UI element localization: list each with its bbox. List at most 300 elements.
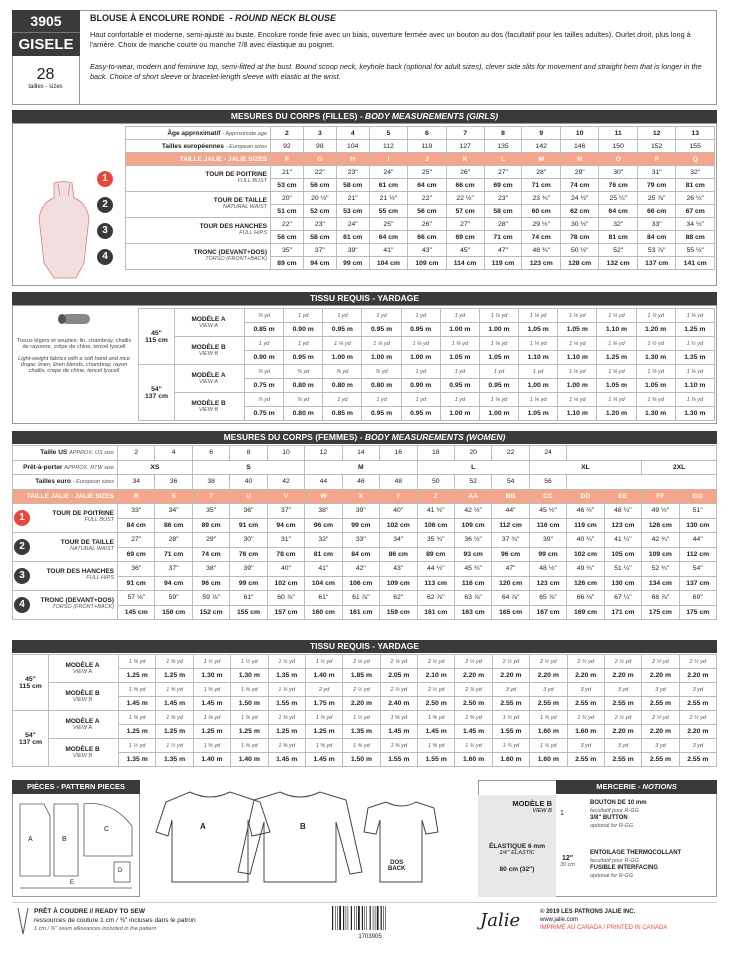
jalie-size-cell: M (522, 153, 560, 166)
measure-cm-cell: 155 cm (230, 605, 267, 620)
measure-cm-cell: 161 cm (342, 605, 379, 620)
yardage-yd-cell: 1 ⅝ yd (231, 683, 268, 697)
euro-size-cell: 56 (529, 475, 566, 490)
measure-cm-cell: 134 cm (642, 576, 679, 591)
yardage-m-cell: 2.55 m (679, 753, 716, 767)
girls-title-bar: MESURES DU CORPS (FILLES) - BODY MEASUREMENTS (GIRLS) (12, 110, 717, 123)
measure-cm-cell: 141 cm (676, 257, 715, 270)
women-table (12, 445, 717, 620)
measure-in-cell: 35" (271, 244, 304, 257)
yardage-m-cell: 1.45 m (193, 697, 230, 711)
jalie-size-cell: P (637, 153, 675, 166)
yardage-yd-cell: 2 ½ yd (642, 655, 679, 669)
measure-in-cell: 46 ½" (567, 504, 604, 519)
piece-b-label: B (62, 836, 67, 843)
measure-cm-cell: 89 cm (271, 257, 304, 270)
yardage-m-cell: 1.55 m (492, 725, 529, 739)
rtw-size-cell: S (192, 460, 304, 475)
yardage-m-cell: 1.00 m (362, 351, 401, 365)
measure-cm-cell: 106 cm (342, 576, 379, 591)
measure-cm-cell: 81 cm (676, 179, 715, 192)
yardage-m-cell: 1.10 m (519, 351, 558, 365)
yardage-m-cell: 0.90 m (284, 323, 323, 337)
measure-cm-cell: 91 cm (118, 576, 155, 591)
us-size-cell: 10 (267, 446, 304, 461)
yardage-m-cell: 2.20 m (492, 669, 529, 683)
measure-in-cell: 24 ½" (560, 192, 598, 205)
yardage-yd-cell: 1 ¾ yd (530, 739, 567, 753)
eu-size-cell: 104 (336, 140, 369, 153)
yardage-yd-cell: 1 ⅝ yd (156, 683, 193, 697)
measure-cm-cell: 137 cm (679, 576, 716, 591)
jalie-size-cell: G (303, 153, 336, 166)
yardage-yd-cell: 1 ⅜ yd (193, 711, 230, 725)
yardage-m-cell: 2.20 m (642, 725, 679, 739)
yardage-yd-cell: 1 ⅛ yd (479, 337, 518, 351)
measure-cm-cell: 99 cm (336, 257, 369, 270)
jalie-size-cell: W (305, 489, 342, 504)
yardage-yd-cell: 3 yd (642, 739, 679, 753)
measure-in-cell: 30 ½" (560, 218, 598, 231)
measure-cm-cell: 161 cm (417, 605, 454, 620)
measure-cm-cell: 116 cm (529, 518, 566, 533)
yardage-yd-cell: 1 ½ yd (119, 739, 156, 753)
yardage-m-cell: 2.20 m (679, 725, 716, 739)
measure-in-cell: 33" (637, 218, 675, 231)
yardage-yd-cell: 2 ⅞ yd (455, 683, 492, 697)
measure-in-cell: 61" (305, 591, 342, 606)
sketch-b-label: B (300, 822, 306, 831)
measure-cm-cell: 128 cm (560, 257, 598, 270)
width-cm: 115 cm (19, 682, 42, 690)
model-label (49, 655, 119, 683)
measure-cm-cell: 163 cm (454, 605, 491, 620)
age-cell: 2 (271, 127, 304, 140)
yardage-m-cell: 1.30 m (636, 407, 675, 421)
measure-cm-cell: 56 cm (303, 179, 336, 192)
measure-in-cell: 41 ¼" (604, 533, 641, 548)
measure-in-cell: 23" (484, 192, 522, 205)
model-label (175, 393, 245, 421)
measure-cm-cell: 119 cm (567, 518, 604, 533)
yardage-yd-cell: 1 ½ yd (305, 655, 342, 669)
measure-in-cell: 27" (118, 533, 155, 548)
yardage-yd-cell: 1 ¼ yd (558, 393, 597, 407)
yardage-yd-cell: 2 ½ yd (604, 655, 641, 669)
measure-in-cell: 38" (192, 562, 229, 577)
model-label (175, 365, 245, 393)
yardage-yd-cell: 1 ½ yd (636, 337, 675, 351)
measure-cm-cell: 93 cm (454, 547, 491, 562)
measure-in-cell: 23" (336, 166, 369, 179)
measure-cm-cell: 109 cm (380, 576, 417, 591)
yardage-yd-cell: 1 ⅝ yd (343, 739, 380, 753)
yardage-m-cell: 1.05 m (597, 379, 636, 393)
measure-in-cell: 42 ¾" (642, 533, 679, 548)
model-label (49, 683, 119, 711)
measure-in-cell: 47" (492, 562, 529, 577)
yardage-yd-cell: 2 ½ yd (380, 683, 417, 697)
sizes-count: 28 (36, 66, 55, 83)
yardage-m-cell: 1.55 m (418, 753, 455, 767)
jalie-size-label: TAILLE JALIE - JALIE SIZES (126, 153, 271, 166)
measure-in-cell: 32" (305, 533, 342, 548)
jalie-size-cell: CC (529, 489, 566, 504)
jalie-size-cell: S (155, 489, 192, 504)
us-size-cell: 14 (342, 446, 379, 461)
age-cell: 10 (560, 127, 598, 140)
euro-size-cell: 38 (192, 475, 229, 490)
measure-en: FULL BUST (237, 177, 267, 184)
measure-cm-cell: 120 cm (492, 576, 529, 591)
yardage-m-cell: 2.55 m (642, 753, 679, 767)
yardage-yd-cell: 1 ⅜ yd (156, 711, 193, 725)
eu-size-cell: 98 (303, 140, 336, 153)
width-in: 54" (25, 731, 36, 739)
measure-in-cell: 29" (192, 533, 229, 548)
jalie-size-cell: J (408, 153, 446, 166)
yardage-m-cell: 2.20 m (604, 669, 641, 683)
measure-in-cell: 34" (380, 533, 417, 548)
yardage-women-title-bar: TISSU REQUIS - YARDAGE (12, 640, 717, 653)
yardage-m-cell: 1.55 m (268, 697, 305, 711)
model-view: VIEW A (72, 725, 93, 731)
jalie-size-cell: GG (679, 489, 716, 504)
model-view: VIEW B (198, 351, 219, 357)
yardage-yd-cell: 1 yd (362, 393, 401, 407)
measure-in-cell: 40" (267, 562, 304, 577)
age-cell: 5 (369, 127, 407, 140)
measure-in-cell: 55 ½" (676, 244, 715, 257)
yardage-m-cell: 1.25 m (305, 725, 342, 739)
measure-cm-cell: 64 cm (369, 231, 407, 244)
pieces-title: PIÈCES - PATTERN PIECES (12, 780, 140, 794)
yardage-m-cell: 1.40 m (193, 753, 230, 767)
measure-cm-cell: 119 cm (484, 257, 522, 270)
header-box (12, 10, 717, 105)
yardage-m-cell: 1.20 m (597, 407, 636, 421)
euro-size-cell: 44 (305, 475, 342, 490)
measure-cm-cell: 78 cm (267, 547, 304, 562)
jalie-size-label: TAILLE JALIE - JALIE SIZES (13, 489, 118, 504)
measure-number: 2 (14, 539, 30, 555)
yardage-yd-cell: 1 ½ yd (156, 739, 193, 753)
measure-en: FULL BUST (84, 517, 114, 523)
yardage-yd-cell: 1 ⅛ yd (636, 365, 675, 379)
measure-cm-cell: 157 cm (267, 605, 304, 620)
measure-cm-cell: 112 cm (679, 547, 716, 562)
measure-in-cell: 40" (380, 504, 417, 519)
measure-in-cell: 42 ½" (454, 504, 491, 519)
measure-cm-cell: 89 cm (417, 547, 454, 562)
measure-in-cell: 63 ⅞" (454, 591, 491, 606)
rtw-size-cell: XL (529, 460, 641, 475)
yardage-m-cell: 1.45 m (380, 725, 417, 739)
yardage-m-cell: 1.05 m (479, 351, 518, 365)
measure-cm-cell: 86 cm (380, 547, 417, 562)
model-label (175, 309, 245, 337)
measure-in-cell: 39" (230, 562, 267, 577)
measure-en: FULL HIPS (86, 575, 114, 581)
jalie-logo: Jalie (480, 910, 521, 931)
width-cm: 137 cm (18, 738, 43, 746)
eu-size-cell: 155 (676, 140, 715, 153)
measure-in-cell: 29 ½" (522, 218, 560, 231)
yardage-yd-cell: 1 ¼ yd (675, 365, 714, 379)
model-name: MODÈLE A (191, 316, 226, 323)
fabric-info (14, 310, 134, 420)
yardage-yd-cell: 1 ⅛ yd (519, 393, 558, 407)
yardage-yd-cell: 1 ⅜ yd (636, 393, 675, 407)
yardage-m-cell: 1.05 m (519, 323, 558, 337)
measure-in-cell: 50 ½" (560, 244, 598, 257)
pattern-pieces-layout (14, 796, 138, 896)
yardage-yd-cell: 2 ⅛ yd (343, 655, 380, 669)
measure-cm-cell: 51 cm (271, 205, 304, 218)
measure-cm-cell: 175 cm (642, 605, 679, 620)
yardage-m-cell: 1.45 m (119, 697, 156, 711)
jalie-size-cell: AA (454, 489, 491, 504)
yardage-m-cell: 0.75 m (245, 407, 284, 421)
width-in: 45" (151, 329, 162, 337)
measure-cm-cell: 89 cm (192, 518, 229, 533)
yardage-m-cell: 1.05 m (636, 379, 675, 393)
yardage-m-cell: 2.20 m (530, 669, 567, 683)
rtw-label: Prêt-à-porter APPROX. RTW size (13, 460, 118, 475)
measure-in-cell: 64 ⅞" (492, 591, 529, 606)
us-size-cell: 18 (417, 446, 454, 461)
measure-cm-cell: 84 cm (118, 518, 155, 533)
yardage-yd-cell: 3 yd (567, 683, 604, 697)
yardage-yd-cell: 1 ⅛ yd (519, 309, 558, 323)
measure-cm-cell: 52 cm (303, 205, 336, 218)
yardage-m-cell: 0.95 m (362, 323, 401, 337)
jalie-size-cell: R (118, 489, 155, 504)
yardage-yd-cell: 3 yd (530, 683, 567, 697)
fabric-roll-icon (54, 310, 94, 330)
yardage-yd-cell: 1 ½ yd (343, 711, 380, 725)
yardage-yd-cell: ⅞ yd (284, 393, 323, 407)
us-size-cell: 12 (305, 446, 342, 461)
yardage-yd-cell: 1 ¾ yd (268, 683, 305, 697)
yardage-m-cell: 1.75 m (305, 697, 342, 711)
yardage-m-cell: 1.10 m (597, 323, 636, 337)
measure-cm-cell: 130 cm (679, 518, 716, 533)
measure-cm-cell: 126 cm (642, 518, 679, 533)
yardage-yd-cell: 1 ¾ yd (530, 711, 567, 725)
measure-cm-cell: 81 cm (305, 547, 342, 562)
yardage-yd-cell: 1 ⅝ yd (418, 739, 455, 753)
yardage-m-cell: 1.30 m (675, 407, 714, 421)
yardage-yd-cell: 1 ⅜ yd (675, 393, 714, 407)
barcode-number: 1703905 (358, 934, 382, 940)
eu-size-cell: 92 (271, 140, 304, 153)
yardage-yd-cell: 3 yd (492, 683, 529, 697)
measure-cm-cell: 91 cm (230, 518, 267, 533)
measure-in-cell: 25 ¼" (599, 192, 637, 205)
yardage-yd-cell: ⅞ yd (245, 393, 284, 407)
fabric-en: Light-weight fabrics with a soft hand and nice drape: linen, linen blends, chambray, rayon challis, crepe de chine, tencel lyocell (18, 356, 130, 374)
pattern-name: GISELE (12, 32, 80, 56)
measure-in-cell: 35 ¾" (417, 533, 454, 548)
yardage-m-cell: 1.10 m (558, 407, 597, 421)
yardage-m-cell: 1.60 m (567, 725, 604, 739)
age-cell: 6 (408, 127, 446, 140)
yardage-m-cell: 2.55 m (567, 697, 604, 711)
measure-cm-cell: 61 cm (336, 231, 369, 244)
euro-size-cell: 46 (342, 475, 379, 490)
yardage-yd-cell: 3 yd (642, 683, 679, 697)
measure-number: 3 (14, 568, 30, 584)
jalie-size-cell: Y (380, 489, 417, 504)
yardage-m-cell: 2.55 m (604, 753, 641, 767)
measure-cm-cell: 66 cm (408, 231, 446, 244)
measure-label-1 (102, 166, 271, 192)
yardage-m-cell: 1.60 m (530, 725, 567, 739)
yardage-m-cell: 1.10 m (558, 351, 597, 365)
euro-filler (567, 475, 717, 490)
measure-in-cell: 36 ½" (454, 533, 491, 548)
measure-cm-cell: 102 cm (380, 518, 417, 533)
yardage-m-cell: 2.55 m (604, 697, 641, 711)
measure-cm-cell: 55 cm (369, 205, 407, 218)
measure-cm-cell: 58 cm (303, 231, 336, 244)
measure-in-cell: 30" (230, 533, 267, 548)
measure-in-cell: 23" (303, 218, 336, 231)
yardage-yd-cell: 1 yd (362, 309, 401, 323)
yardage-m-cell: 1.25 m (268, 725, 305, 739)
piece-a-label: A (28, 836, 33, 843)
yardage-yd-cell: 1 ⅜ yd (597, 337, 636, 351)
measure-in-cell: 51 ¼" (604, 562, 641, 577)
measure-label-4 (102, 244, 271, 270)
fabric-width (13, 655, 49, 711)
measure-in-cell: 49 ½" (642, 504, 679, 519)
measure-in-cell: 20" (271, 192, 304, 205)
us-size-cell: 6 (192, 446, 229, 461)
yardage-m-cell: 0.95 m (362, 407, 401, 421)
measure-in-cell: 44" (492, 504, 529, 519)
measure-en: TORSO (FRONT+BACK) (205, 255, 267, 262)
rtw-size-cell: 2XL (642, 460, 717, 475)
measure-cm-cell: 145 cm (118, 605, 155, 620)
yardage-yd-cell: 2 ½ yd (530, 655, 567, 669)
jalie-size-cell: V (267, 489, 304, 504)
yardage-m-cell: 2.55 m (642, 697, 679, 711)
yardage-m-cell: 1.30 m (193, 669, 230, 683)
measure-in-cell: 48 ¼" (604, 504, 641, 519)
model-view: VIEW B (72, 753, 93, 759)
yardage-yd-cell: 3 yd (567, 739, 604, 753)
yardage-yd-cell: 1 ½ yd (231, 655, 268, 669)
yardage-yd-cell: ⅞ yd (245, 365, 284, 379)
yardage-m-cell: 0.85 m (323, 407, 362, 421)
measure-cm-cell: 99 cm (230, 576, 267, 591)
yardage-yd-cell: 1 yd (401, 365, 440, 379)
yardage-m-cell: 2.05 m (380, 669, 417, 683)
measure-cm-cell: 114 cm (446, 257, 484, 270)
measure-cm-cell: 78 cm (560, 231, 598, 244)
yardage-m-cell: 1.30 m (636, 351, 675, 365)
eu-size-cell: 119 (408, 140, 446, 153)
measure-cm-cell: 67 cm (676, 205, 715, 218)
measure-label-4 (13, 591, 118, 620)
yardage-yd-cell: 1 ½ yd (193, 655, 230, 669)
yardage-yd-cell: 2 ½ yd (567, 655, 604, 669)
measure-fr: TOUR DE TAILLE (213, 196, 267, 204)
measure-cm-cell: 94 cm (267, 518, 304, 533)
yardage-yd-cell: 1 ⅜ yd (156, 655, 193, 669)
measure-cm-cell: 137 cm (637, 257, 675, 270)
yardage-m-cell: 1.00 m (323, 351, 362, 365)
measure-fr: TOUR DE POITRINE (205, 170, 267, 178)
us-size-cell: 8 (230, 446, 267, 461)
measure-in-cell: 24" (336, 218, 369, 231)
yardage-yd-cell: 1 yd (245, 337, 284, 351)
yardage-yd-cell: 1 ¼ yd (636, 309, 675, 323)
measure-cm-cell: 58 cm (484, 205, 522, 218)
measure-cm-cell: 116 cm (454, 576, 491, 591)
sizes-label: tailles - sizes (28, 84, 63, 90)
yardage-yd-cell: 1 yd (401, 393, 440, 407)
age-cell: 11 (599, 127, 637, 140)
measure-cm-cell: 58 cm (336, 179, 369, 192)
yardage-yd-cell: 2 ½ yd (455, 655, 492, 669)
model-name: MODÈLE A (65, 718, 100, 725)
measure-cm-cell: 69 cm (484, 179, 522, 192)
measure-in-cell: 43" (380, 562, 417, 577)
measure-en: NATURAL WAIST (69, 546, 114, 552)
interfacing-qty: 12" 30 cm (560, 855, 575, 868)
us-filler (567, 446, 717, 461)
sketch-back-label: DOS BACK (388, 860, 406, 872)
yardage-m-cell: 1.45 m (156, 697, 193, 711)
yardage-m-cell: 2.55 m (679, 697, 716, 711)
yardage-m-cell: 1.40 m (231, 753, 268, 767)
model-view: VIEW A (198, 379, 219, 385)
yardage-m-cell: 2.10 m (418, 669, 455, 683)
measure-cm-cell: 159 cm (380, 605, 417, 620)
women-title-bar: MESURES DU CORPS (FEMMES) - BODY MEASUREMENTS (WOMEN) (12, 431, 717, 444)
sizes-count-box (12, 56, 80, 105)
model-label (175, 337, 245, 365)
yardage-m-cell: 1.35 m (343, 725, 380, 739)
age-label: Âge approximatif - Approximate age (126, 127, 271, 140)
yardage-yd-cell: 1 ⅝ yd (268, 739, 305, 753)
measure-cm-cell: 74 cm (192, 547, 229, 562)
measure-fr: TOUR DE TAILLE (60, 539, 114, 546)
yardage-m-cell: 0.95 m (479, 379, 518, 393)
euro-size-cell: 40 (230, 475, 267, 490)
measure-in-cell: 21" (271, 166, 304, 179)
measure-in-cell: 37" (303, 244, 336, 257)
yardage-yd-cell: 1 ⅛ yd (440, 337, 479, 351)
measure-in-cell: 34 ½" (676, 218, 715, 231)
yardage-m-cell: 2.55 m (492, 697, 529, 711)
yardage-yd-cell: 2 ¼ yd (380, 655, 417, 669)
yardage-yd-cell: 1 ⅜ yd (119, 711, 156, 725)
eu-size-cell: 142 (522, 140, 560, 153)
yardage-yd-cell: 1 yd (440, 393, 479, 407)
measure-in-cell: 54" (679, 562, 716, 577)
measure-number: 2 (97, 197, 113, 213)
measure-cm-cell: 165 cm (492, 605, 529, 620)
yardage-m-cell: 1.35 m (119, 753, 156, 767)
yardage-yd-cell: 1 ¼ yd (558, 337, 597, 351)
measure-cm-cell: 53 cm (271, 179, 304, 192)
measure-in-cell: 32" (676, 166, 715, 179)
yardage-yd-cell: 1 yd (440, 309, 479, 323)
